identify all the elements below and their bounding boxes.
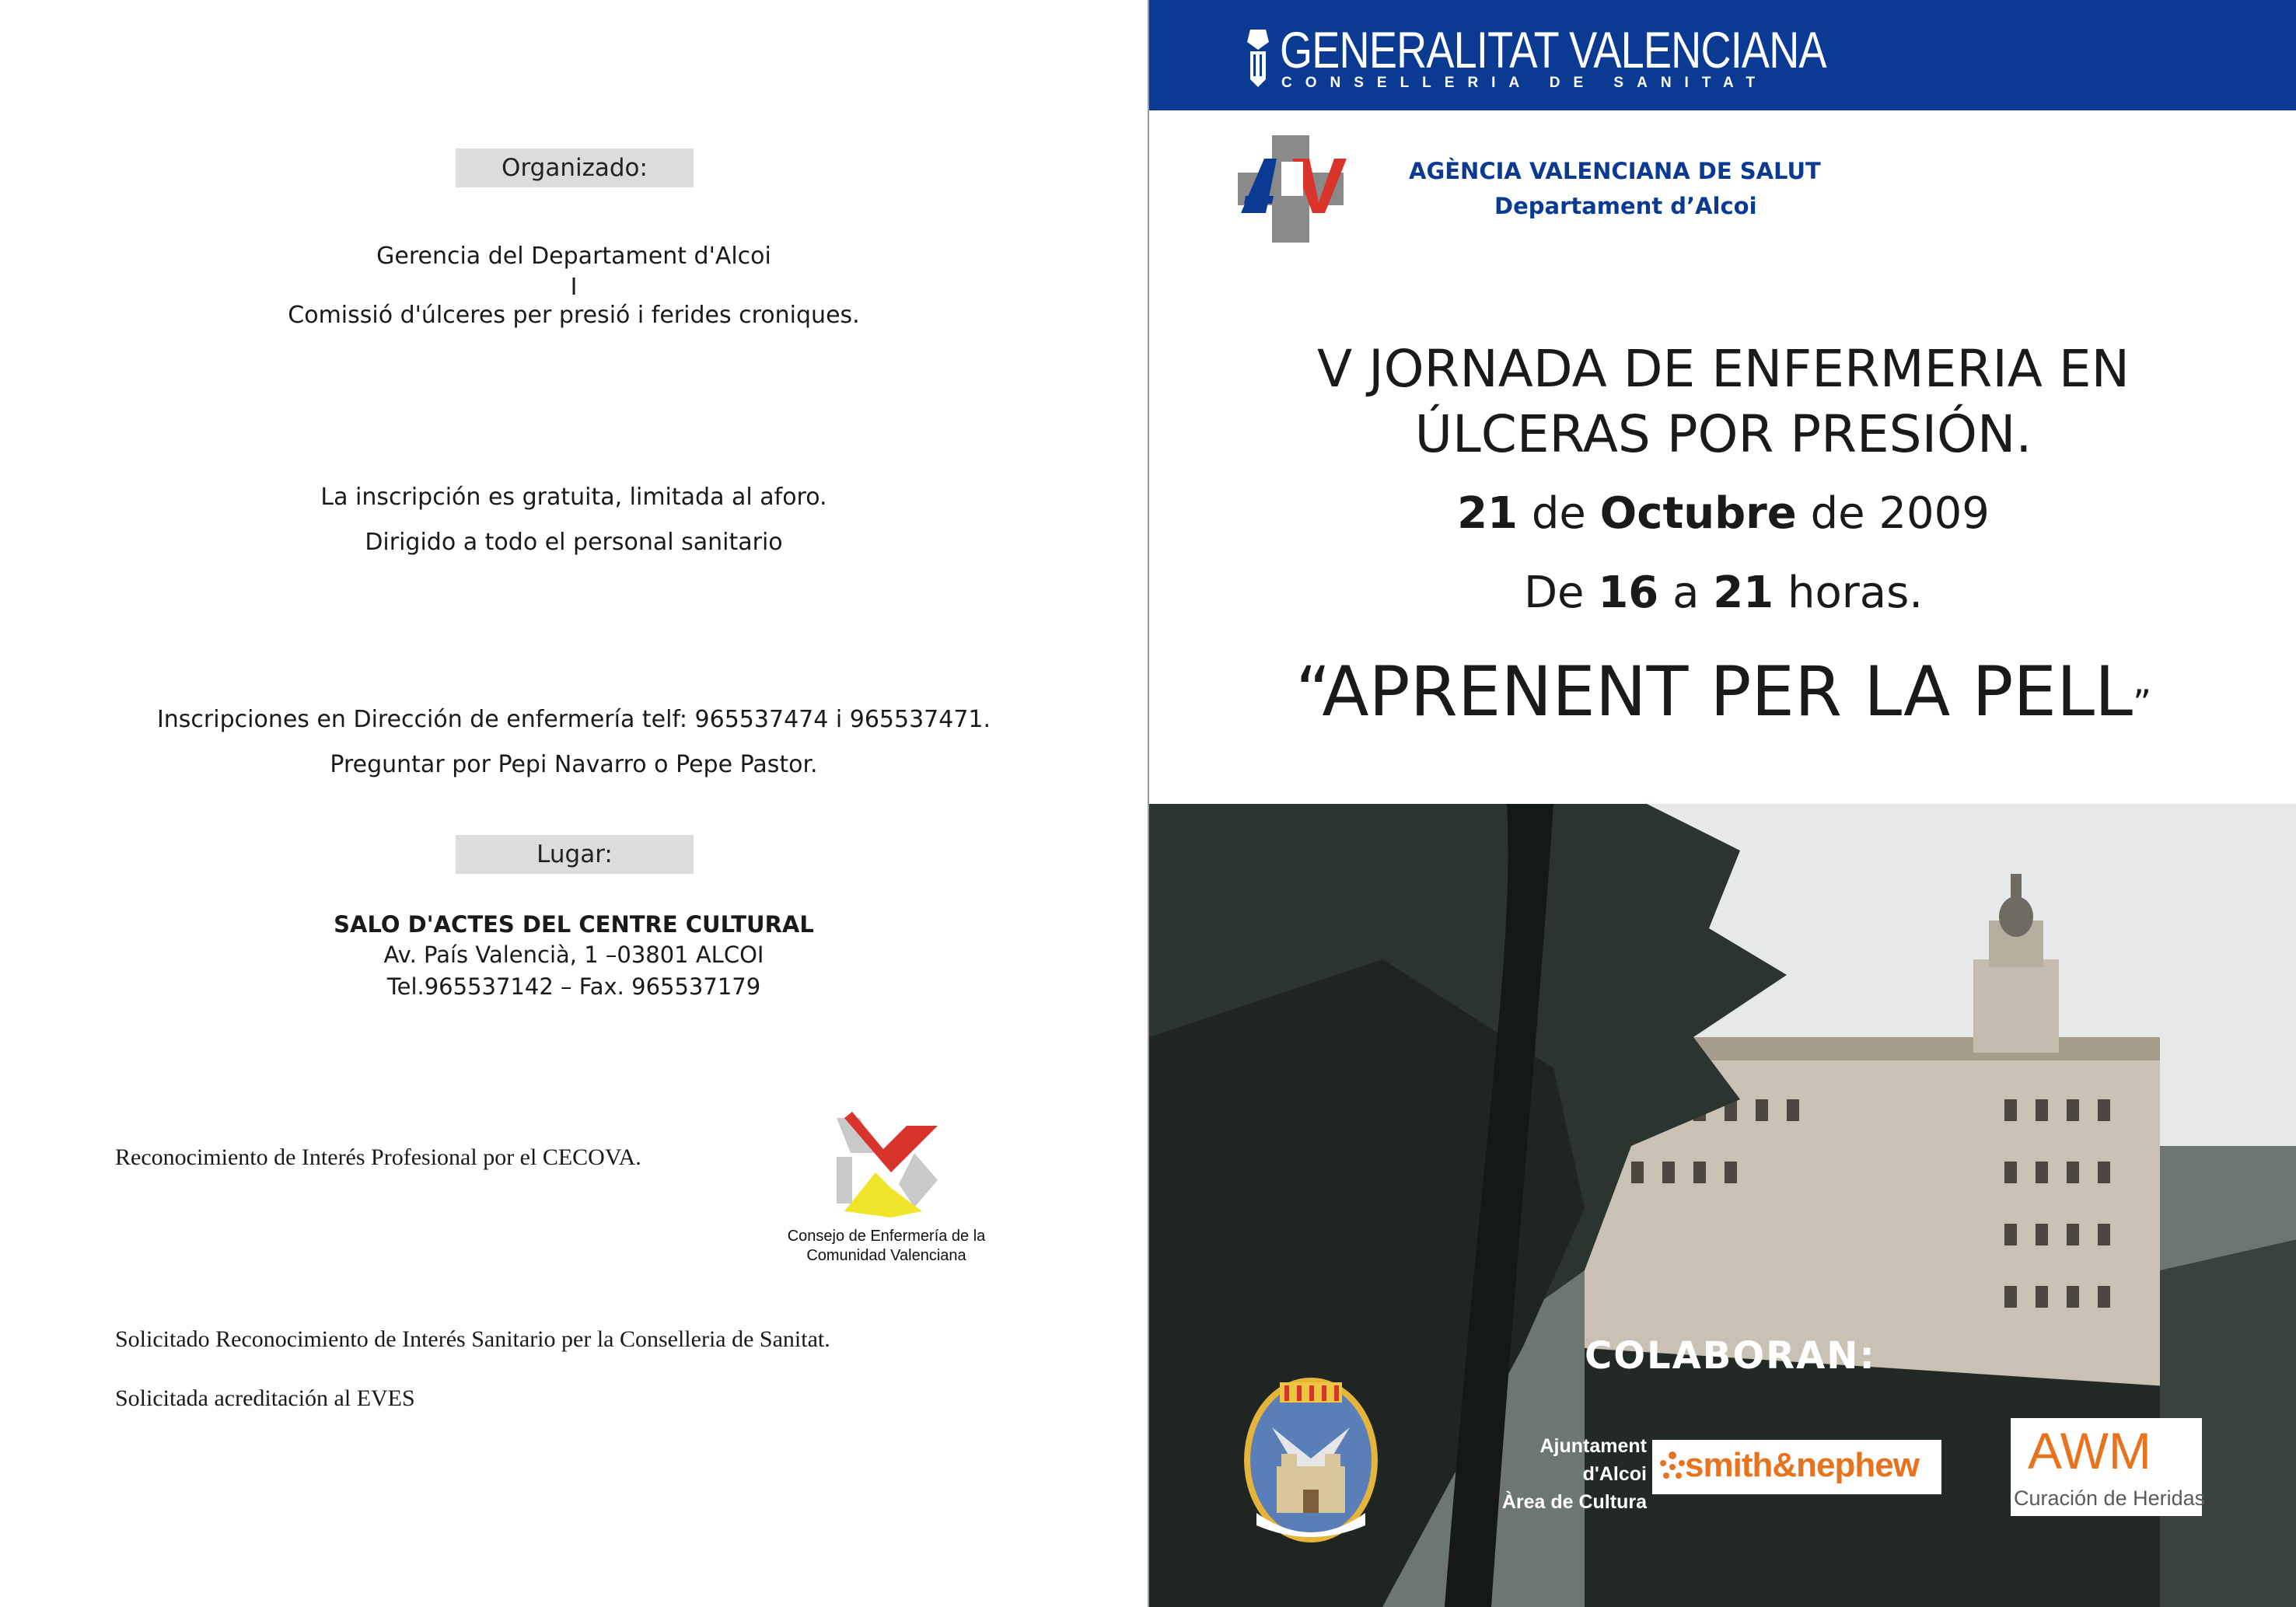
slogan-close-quote: ”	[2133, 682, 2151, 724]
awm-logo	[2011, 1418, 2206, 1516]
registration-line-1: La inscripción es gratuita, limitada al aforo.	[320, 484, 827, 511]
slogan-text: APRENENT PER LA PELL	[1322, 652, 2133, 732]
registration-line-2: Dirigido a todo el personal sanitario	[365, 529, 783, 556]
hours-to: 21	[1713, 568, 1774, 618]
awm-subtitle: Curación de Heridas	[2014, 1486, 2206, 1510]
coat-of-arms-icon	[1242, 26, 1274, 89]
recognition-cecova: Reconocimiento de Interés Profesional por el CECOVA.	[115, 1144, 641, 1170]
date-de-2: de	[1810, 488, 1865, 539]
smith-nephew-mark-icon	[1658, 1451, 1686, 1483]
hours-de: De	[1523, 568, 1585, 618]
requested-accreditation: Solicitada acreditación al EVES	[115, 1385, 415, 1411]
header-bar	[1149, 0, 2296, 110]
hours-a: a	[1672, 568, 1700, 618]
place-tag: Lugar:	[456, 835, 694, 874]
date-day: 21	[1457, 488, 1518, 539]
agency-line-2: Departament d’Alcoi	[1494, 193, 1757, 219]
header-title: GENERALITAT VALENCIANA	[1280, 21, 1826, 79]
organizer-line-3: Comissió d'úlceres per presió i ferides croniques.	[288, 302, 860, 329]
cecova-logo-icon	[829, 1110, 945, 1221]
event-date	[1149, 488, 2296, 539]
organizer-line-1: Gerencia del Departament d'Alcoi	[376, 243, 771, 270]
ajuntament-text	[1476, 1432, 1647, 1516]
event-slogan	[1149, 652, 2296, 732]
organizer-line-2: I	[570, 274, 578, 301]
cecova-logo-line-1: Consejo de Enfermería de la	[787, 1228, 986, 1245]
smith-nephew-text: smith&nephew	[1685, 1446, 1919, 1484]
hours-from: 16	[1598, 568, 1659, 618]
venue-phone: Tel.965537142 – Fax. 965537179	[386, 973, 761, 1000]
smith-nephew-logo	[1652, 1440, 1941, 1494]
ajuntament-line-2: Àrea de Cultura	[1501, 1491, 1647, 1513]
cecova-logo-line-2: Comunidad Valenciana	[806, 1247, 966, 1264]
requested-recognition: Solicitado Reconocimiento de Interés Sanitario per la Conselleria de Sanitat.	[115, 1326, 830, 1352]
header-subtitle: CONSELLERIA DE SANITAT	[1281, 75, 1768, 91]
date-de-1: de	[1531, 488, 1586, 539]
contact-line-2: Preguntar por Pepi Navarro o Pepe Pastor.	[330, 751, 818, 778]
event-title-line-1: V JORNADA DE ENFERMERIA EN	[1317, 339, 2130, 399]
awm-text: AWM	[2028, 1422, 2151, 1479]
venue-address: Av. País Valencià, 1 –03801 ALCOI	[383, 941, 764, 968]
slogan-open-quote: “	[1295, 652, 1323, 732]
hours-suffix: horas.	[1787, 568, 1924, 618]
avs-logo-icon	[1238, 135, 1347, 243]
venue-name: SALO D'ACTES DEL CENTRE CULTURAL	[334, 911, 814, 938]
event-title-line-2: ÚLCERAS POR PRESIÓN.	[1414, 404, 2032, 464]
right-panel	[1148, 0, 2296, 1607]
collaborators-label: COLABORAN:	[1585, 1334, 1876, 1378]
date-month: Octubre	[1599, 488, 1797, 539]
agency-line-1: AGÈNCIA VALENCIANA DE SALUT	[1409, 158, 1821, 184]
contact-line-1: Inscripciones en Dirección de enfermería telf: 965537474 i 965537471.	[156, 706, 991, 733]
organized-tag: Organizado:	[456, 148, 694, 187]
alcoi-shield-icon	[1241, 1373, 1381, 1546]
event-hours	[1149, 568, 2296, 618]
ajuntament-line-1: Ajuntament d'Alcoi	[1539, 1435, 1647, 1485]
date-year: 2009	[1878, 488, 1990, 539]
